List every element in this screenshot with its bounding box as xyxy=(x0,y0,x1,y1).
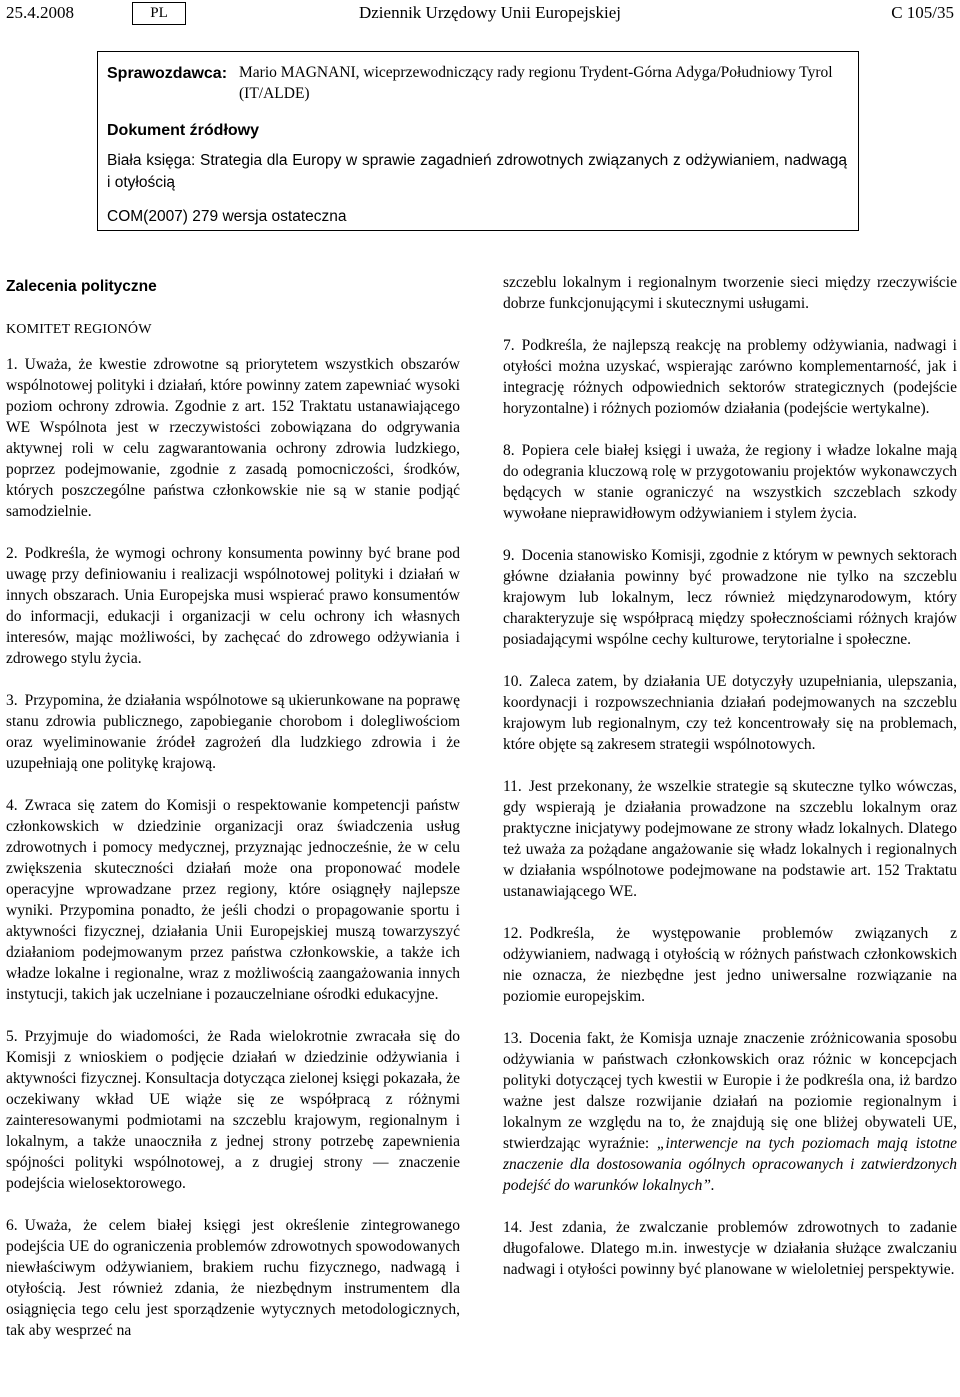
numbered-paragraph xyxy=(6,354,460,522)
paragraph-text: Jest zdania, że zwalczanie problemów zdrowotnych to zadanie długofalowe. Dlatego m.in. inwestycje w działania służące zwalczaniu nadwagi i otyłości powinny być planowane w wieloletniej perspektywie. xyxy=(503,1219,957,1278)
paragraph-number: 1. xyxy=(6,356,18,373)
paragraph-number: 13. xyxy=(503,1030,523,1047)
paragraph-text: Uważa, że kwestie zdrowotne są priorytetem wszystkich obszarów wspólnotowej polityki i działań, które powinny zatem zapewniać wysoki poziom ochrony zdrowia. Zgodnie z art. 152 Traktatu ustanawiającego WE Wspólnota jest w rzeczywistości zobowiązana do odgrywania aktywnej roli w celu zagwarantowania ochrony zdrowia ludzkiego, poprzez podejmowanie, zgodnie z zasadą pomocniczości, środków, których poszczególne państwa członkowskie nie są w stanie podjąć samodzielnie. xyxy=(6,356,460,520)
paragraph-number: 5. xyxy=(6,1028,18,1045)
paragraph-number: 6. xyxy=(6,1217,18,1234)
numbered-paragraph xyxy=(503,671,957,755)
numbered-paragraph xyxy=(503,440,957,524)
paragraph-number: 2. xyxy=(6,545,18,562)
numbered-paragraph xyxy=(503,335,957,419)
paragraph-text: Zaleca zatem, by działania UE dotyczyły uzupełniania, ulepszania, koordynacji i rozpowszechniania działań podejmowanych na szczeblu krajowym lub regionalnym, czy też koncentrowały się na problemach, które objęte są zakresem strategii wspólnotowych. xyxy=(503,673,957,753)
left-paragraph-list xyxy=(6,354,460,1341)
paragraph-text: Przypomina, że działania wspólnotowe są ukierunkowane na poprawę stanu zdrowia publicznego, zapobieganie chorobom i dolegliwościom oraz wyeliminowanie źródeł zagrożeń dla ludzkiego zdrowia i że uzupełniają one politykę krajową. xyxy=(6,692,460,772)
section-subtitle: KOMITET REGIONÓW xyxy=(6,322,152,337)
paragraph-number: 12. xyxy=(503,925,523,942)
paragraph-number: 9. xyxy=(503,547,515,564)
right-column xyxy=(503,272,957,1301)
continued-paragraph: szczeblu lokalnym i regionalnym tworzenie sieci między rzeczywiście dobrze funkcjonującymi i skutecznymi usługami. xyxy=(503,274,957,312)
paragraph-text: Popiera cele białej księgi i uważa, że regiony i władze lokalne mają do odegrania kluczową rolę w przygotowaniu projektów wykonawczych będących w stanie ograniczyć na wszystkich szczeblach szkody wywołane nieprawidłowym odżywianiem i stylem życia. xyxy=(503,442,957,522)
paragraph-number: 11. xyxy=(503,778,522,795)
publication-date: 25.4.2008 xyxy=(6,3,74,22)
paragraph-quote: „interwencje na tych poziomach mają istotne znaczenie dla dostosowania ogólnych opracowanych i zatwierdzonych podejść do warunków lokalnych”. xyxy=(503,1135,957,1194)
paragraph-text: Przyjmuje do wiadomości, że Rada wielokrotnie zwracała się do Komisji z wnioskiem o podjęcie działań w dziedzinie odżywiania i aktywności fizycznej. Konsultacja dotycząca zielonej księgi pokazała, że oczekiwany wkład UE wiąże się ze współpracą z różnymi zainteresowanymi podmiotami na szczeblu krajowym, regionalnym i lokalnym, a także unaoczniła z jednej strony potrzebę zapewnienia spójności polityki wspólnotowej, a z drugiej strony — znaczenie podejścia wielosektorowego. xyxy=(6,1028,460,1192)
source-document-title: Biała księga: Strategia dla Europy w sprawie zagadnień zdrowotnych związanych z odżywianiem, nadwagą i otyłością xyxy=(107,152,847,191)
numbered-paragraph xyxy=(6,1215,460,1341)
paragraph-text: Docenia stanowisko Komisji, zgodnie z którym w pewnych sektorach główne działania powinny być prowadzone nie tylko na szczeblu krajowym lub lokalnym, lecz również międzynarodowym, który charakteryzuje się współpracą między społecznościami różnych krajów posiadającymi wspólne cechy kulturowe, terytorialne i społeczne. xyxy=(503,547,957,648)
numbered-paragraph xyxy=(503,776,957,902)
page-reference: C 105/35 xyxy=(891,3,954,22)
numbered-paragraph xyxy=(503,545,957,650)
paragraph-text: Uważa, że celem białej księgi jest określenie zintegrowanego podejścia UE do ograniczenia problemów zdrowotnych spowodowanych niewłaściwym odżywianiem, brakiem ruchu fizycznego, nadwagą i otyłością. Jest również zdania, że niezbędnym instrumentem dla osiągnięcia tego celu jest sporządzenie wytycznych metodologicznych, tak aby wesprzeć na xyxy=(6,1217,460,1339)
numbered-paragraph xyxy=(503,1028,957,1196)
paragraph-number: 3. xyxy=(6,692,18,709)
paragraph-text: Jest przekonany, że wszelkie strategie są skuteczne tylko wówczas, gdy wspierają je działania prowadzone na szczeblu lokalnym oraz praktyczne inicjatywy podejmowane ze strony władz lokalnych. Dlatego też uważa za pożądane angażowanie się władz lokalnych i regionalnych w działania wspólnotowe podejmowane na podstawie art. 152 Traktatu ustanawiającego WE. xyxy=(503,778,957,900)
paragraph-text: Docenia fakt, że Komisja uznaje znaczenie zróżnicowania sposobu odżywiania w państwach członkowskich oraz różnic w koncepcjach polityki dotyczącej tych kwestii w Europie i że podkreśla ona, iż bardzo ważne jest dalsze rozwijanie działań na poziomie regionalnym i lokalnym ze względu na to, że znajdują się one bliżej obywateli UE, stwierdzając wyraźnie: xyxy=(503,1030,957,1152)
paragraph-text: Podkreśla, że wymogi ochrony konsumenta powinny być brane pod uwagę przy definiowaniu i realizacji wspólnotowej polityki i działań w innych obszarach. Unia Europejska musi wspierać prawo konsumentów do informacji, edukacji i organizacji w celu ochrony ich własnych interesów, mając możliwości, by zachęcać do zdrowego odżywiania i zdrowego stylu życia. xyxy=(6,545,460,667)
paragraph-number: 8. xyxy=(503,442,515,459)
numbered-paragraph xyxy=(6,1026,460,1194)
paragraph-text: Zwraca się zatem do Komisji o respektowanie kompetencji państw członkowskich w dziedzinie organizacji oraz świadczenia usług zdrowotnych i pomocy medycznej, przyznając jednocześnie, że w celu zwiększenia skuteczności działań może ona proponować modele operacyjne wprowadzane przez regiony, które osiągnęły najlepsze wyniki. Przypomina ponadto, że jeśli chodzi o propagowanie sportu i aktywności fizycznej, działania Unii Europejskiej muszą towarzyszyć działaniom podejmowanym przez państwa członkowskie, a także ich władze lokalne i regionalne, wraz z możliwością zaangażowania innych instytucji, takich jak uczelniane i pozauczelniane ośrodki edukacyjne. xyxy=(6,797,460,1003)
language-badge: PL xyxy=(132,2,186,25)
rapporteur-label: Sprawozdawca: xyxy=(107,65,228,82)
left-column xyxy=(6,276,460,1362)
source-document-label: Dokument źródłowy xyxy=(107,122,260,139)
paragraph-number: 4. xyxy=(6,797,18,814)
paragraph-number: 10. xyxy=(503,673,523,690)
page-header xyxy=(0,0,960,30)
rapporteur-text: Mario MAGNANI, wiceprzewodniczący rady regionu Trydent-Górna Adyga/Południowy Tyrol (IT/ALDE) xyxy=(239,64,833,102)
numbered-paragraph xyxy=(6,795,460,1005)
numbered-paragraph xyxy=(503,923,957,1007)
paragraph-text: Podkreśla, że najlepszą reakcję na problemy odżywiania, nadwagi i otyłości można uzyskać, wspierając zarówno komplementarność, jak i integrację różnych odpowiednich sektorów strategicznych (podejście horyzontalne) i różnych poziomów działania (podejście wertykalne). xyxy=(503,337,957,417)
paragraph-number: 14. xyxy=(503,1219,523,1236)
section-title: Zalecenia polityczne xyxy=(6,278,157,295)
right-paragraph-list xyxy=(503,335,957,1280)
numbered-paragraph xyxy=(6,543,460,669)
paragraph-text: Podkreśla, że występowanie problemów związanych z odżywianiem, nadwagą i otyłością w różnych państwach członkowskich nie oznacza, że niezbędne jest jedno uniwersalne rozwiązanie na poziomie europejskim. xyxy=(503,925,957,1005)
journal-title: Dziennik Urzędowy Unii Europejskiej xyxy=(358,3,621,22)
numbered-paragraph xyxy=(503,1217,957,1280)
document-info-box xyxy=(97,51,859,231)
numbered-paragraph xyxy=(6,690,460,774)
paragraph-number: 7. xyxy=(503,337,515,354)
source-document-reference: COM(2007) 279 wersja ostateczna xyxy=(107,208,347,225)
